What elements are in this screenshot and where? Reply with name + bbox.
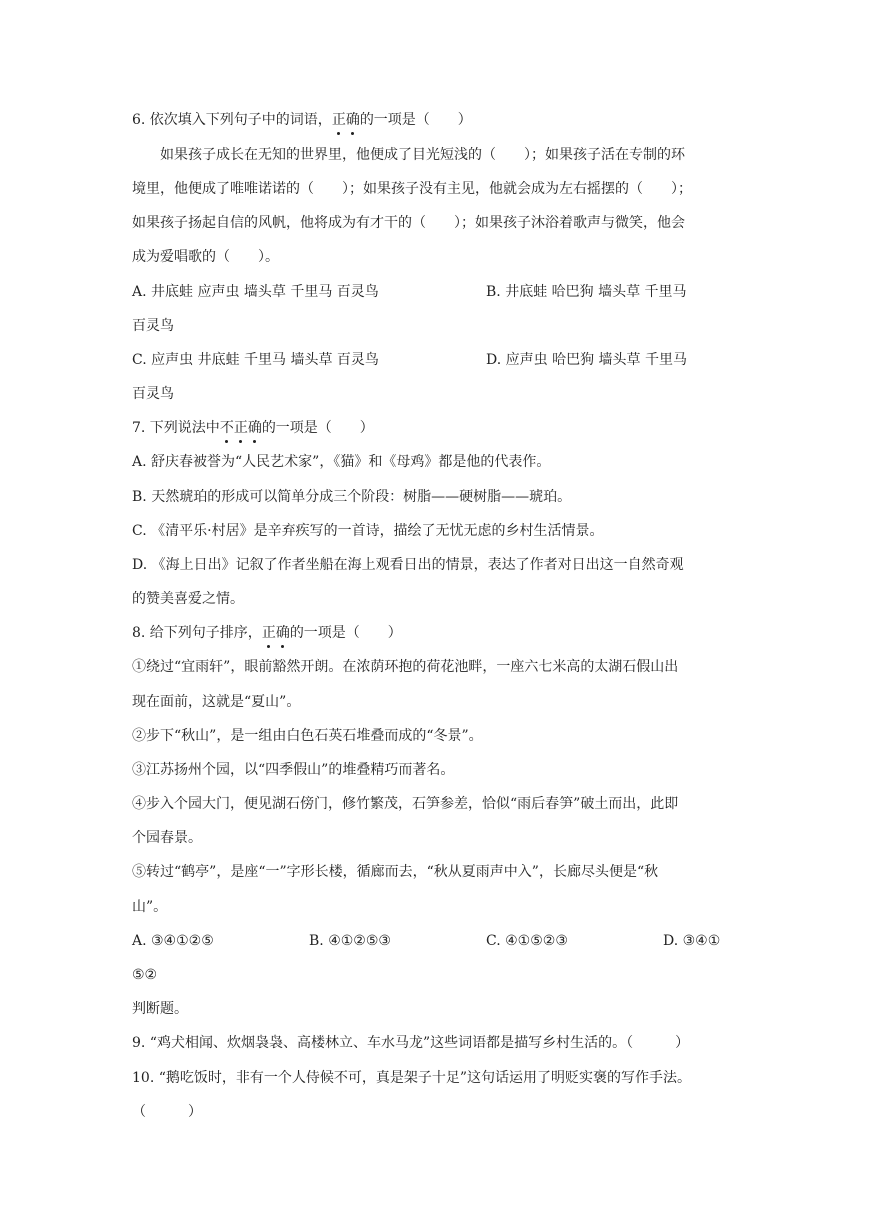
q8-option-b: B. ④①②⑤③: [309, 933, 391, 949]
emphasis-dot-char: 正: [261, 625, 276, 641]
section-heading: 判断题。: [132, 1001, 188, 1017]
q6-passage-line: 如果孩子成长在无知的世界里，他便成了目光短浅的（ ）；如果孩子活在专制的环: [132, 147, 685, 163]
q6-passage-line: 如果孩子扬起自信的风帆，他将成为有才干的（ ）；如果孩子沐浴着歌声与微笑，他会: [132, 215, 685, 231]
emphasis-dot-char: 不: [219, 420, 234, 436]
q6-passage-line: 成为爱唱歌的（ ）。: [132, 249, 279, 265]
q8-sentence-line: ③江苏扬州个园，以“四季假山”的堆叠精巧而著名。: [132, 762, 455, 778]
q10-text: 10. “鹅吃饭时，非有一个人侍候不可，真是架子十足”这句话运用了明贬实褒的写作手法。: [132, 1070, 692, 1086]
emphasis-dot-char: 确: [247, 420, 262, 436]
q6-option-b-cont: 百灵鸟: [132, 318, 174, 334]
q6-passage-line: 境里，他便成了唯唯诺诺的（ ）；如果孩子没有主见，他就会成为左右摇摆的（ ）；: [132, 181, 692, 197]
q7-option-b: B. 天然琥珀的形成可以简单分成三个阶段：树脂——硬树脂——琥珀。: [132, 489, 572, 505]
q8-option-d-cont: ⑤②: [132, 967, 158, 983]
q8-sentence-line: ①绕过“宜雨轩”，眼前豁然开朗。在浓荫环抱的荷花池畔，一座六七米高的太湖石假山出: [132, 659, 679, 675]
q7-option-d-cont: 的赞美喜爱之情。: [132, 591, 244, 607]
emphasis-dot-char: 确: [345, 112, 360, 128]
emphasis-dot-char: 正: [233, 420, 248, 436]
q6-option-d: D. 应声虫 哈巴狗 墙头草 千里马: [486, 352, 687, 368]
q6-option-c: C. 应声虫 井底蛙 千里马 墙头草 百灵鸟: [132, 352, 379, 368]
q8-sentence-line: 个园春景。: [132, 830, 202, 846]
q8-stem: 8. 给下列句子排序，正确的一项是（ ）: [132, 625, 402, 641]
q8-sentence-line: 山”。: [132, 899, 168, 915]
q8-sentence-line: ⑤转过“鹤亭”，是座“一”字形长楼，循廊而去，“秋从夏雨声中入”，长廊尽头便是“秋: [132, 864, 659, 880]
q6-option-a: A. 井底蛙 应声虫 墙头草 千里马 百灵鸟: [132, 284, 379, 300]
q7-option-c: C. 《清平乐·村居》是辛弃疾写的一首诗，描绘了无忧无虑的乡村生活情景。: [132, 523, 604, 539]
q9-text: 9. “鸡犬相闻、炊烟袅袅、高楼林立、车水马龙”这些词语都是描写乡村生活的。（ ）: [132, 1035, 690, 1051]
q8-option-c: C. ④①⑤②③: [486, 933, 568, 949]
q7-option-a: A. 舒庆春被誉为“人民艺术家”，《猫》和《母鸡》都是他的代表作。: [132, 454, 551, 470]
q7-stem: 7. 下列说法中不正确的一项是（ ）: [132, 420, 374, 436]
q6-option-b: B. 井底蛙 哈巴狗 墙头草 千里马: [486, 284, 687, 300]
q8-option-d: D. ③④①: [663, 933, 721, 949]
q8-sentence-line: ②步下“秋山”，是一组由白色石英石堆叠而成的“冬景”。: [132, 728, 483, 744]
q6-option-d-cont: 百灵鸟: [132, 386, 174, 402]
emphasis-dot-char: 正: [331, 112, 346, 128]
emphasis-dot-char: 确: [275, 625, 290, 641]
q8-sentence-line: 现在面前，这就是“夏山”。: [132, 694, 301, 710]
q6-stem: 6. 依次填入下列句子中的词语，正确的一项是（ ）: [132, 112, 472, 128]
q8-option-a: A. ③④①②⑤: [132, 933, 214, 949]
q8-sentence-line: ④步入个园大门，便见湖石傍门，修竹繁茂，石笋参差，恰似“雨后春笋”破土而出，此即: [132, 796, 679, 812]
q7-option-d: D. 《海上日出》记叙了作者坐船在海上观看日出的情景，表达了作者对日出这一自然奇观: [132, 557, 684, 573]
q10-answer-blank: （ ）: [132, 1104, 202, 1120]
